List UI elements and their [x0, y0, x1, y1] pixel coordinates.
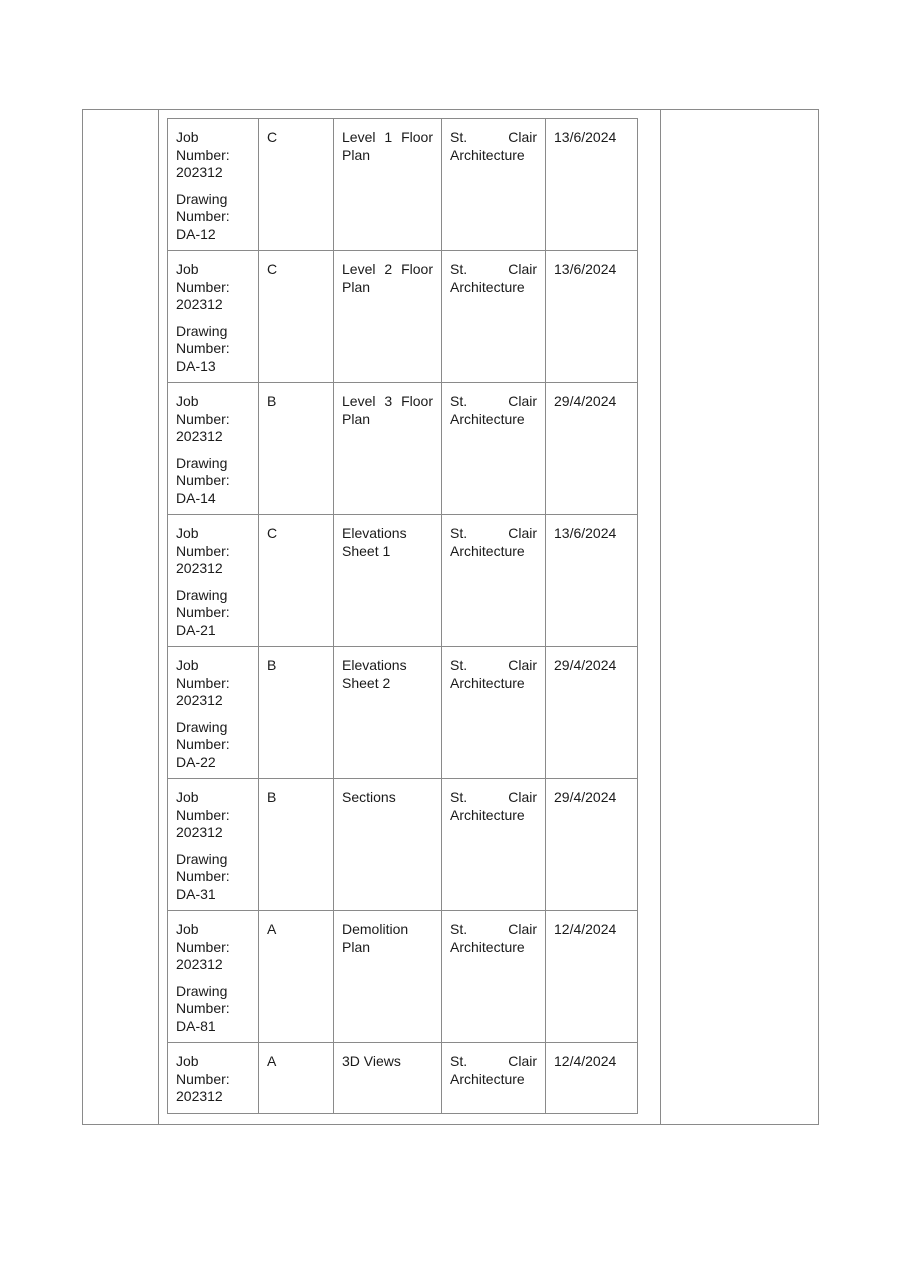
drawing-title: Elevations Sheet 2: [342, 657, 407, 691]
table-row: [168, 911, 638, 1043]
author-word-2: Clair: [508, 525, 537, 541]
revision-cell: [259, 251, 334, 383]
job-number-label: Job Number:: [176, 525, 230, 559]
table-row: [168, 251, 638, 383]
issue-date: 12/4/2024: [554, 921, 617, 937]
drawing-number-cell: [168, 515, 259, 647]
revision: C: [267, 129, 278, 145]
drawing-number-cell: [168, 251, 259, 383]
drawing-title: Demolition Plan: [342, 921, 409, 955]
revision: A: [267, 1053, 277, 1069]
drawing-number: DA-22: [176, 753, 216, 770]
drawing-number: DA-14: [176, 489, 216, 506]
drawing-number-label: Drawing Number:: [176, 982, 230, 1016]
revision-cell: [259, 779, 334, 911]
date-cell: [546, 911, 638, 1043]
drawing-number-label: Drawing Number:: [176, 190, 230, 224]
job-number: 202312: [176, 296, 223, 312]
author-word-1: St.: [450, 921, 468, 937]
author-word-3: Architecture: [450, 674, 525, 691]
revision: C: [267, 525, 278, 541]
author-word-1: St.: [450, 1053, 468, 1069]
issue-date: 13/6/2024: [554, 261, 617, 277]
table-row: [168, 779, 638, 911]
author-word-3: Architecture: [450, 278, 525, 295]
drawing-number-label: Drawing Number:: [176, 322, 230, 356]
drawing-number-cell: [168, 779, 259, 911]
author-cell: [442, 251, 546, 383]
table-row: [168, 383, 638, 515]
author-word-2: Clair: [508, 789, 537, 805]
job-number-label: Job Number:: [176, 261, 230, 295]
author-word-3: Architecture: [450, 938, 525, 955]
author-cell: [442, 911, 546, 1043]
drawing-number: DA-81: [176, 1017, 216, 1034]
author-word-1: St.: [450, 393, 468, 409]
revision: B: [267, 393, 277, 409]
job-number-label: Job Number:: [176, 789, 230, 823]
job-number: 202312: [176, 824, 223, 840]
job-number: 202312: [176, 164, 223, 180]
drawing-number: DA-31: [176, 885, 216, 902]
drawing-number-cell: [168, 383, 259, 515]
drawing-number-label: Drawing Number:: [176, 850, 230, 884]
drawing-number-cell: [168, 1043, 259, 1114]
drawing-title-cell: [334, 383, 442, 515]
author-word-2: Clair: [508, 393, 537, 409]
drawing-title: 3D Views: [342, 1053, 401, 1069]
date-cell: [546, 1043, 638, 1114]
issue-date: 29/4/2024: [554, 657, 617, 673]
drawing-title-cell: [334, 779, 442, 911]
drawing-title-cell: [334, 911, 442, 1043]
job-number: 202312: [176, 1088, 223, 1104]
drawing-title: Level 3 Floor Plan: [342, 393, 433, 427]
table-row: [168, 119, 638, 251]
drawing-number: DA-12: [176, 225, 216, 242]
revision-cell: [259, 911, 334, 1043]
date-cell: [546, 515, 638, 647]
job-number-label: Job Number:: [176, 129, 230, 163]
issue-date: 13/6/2024: [554, 129, 617, 145]
revision-cell: [259, 119, 334, 251]
author-word-2: Clair: [508, 1053, 537, 1069]
author-word-1: St.: [450, 129, 468, 145]
author-word-2: Clair: [508, 921, 537, 937]
revision: B: [267, 789, 277, 805]
outer-column-divider-left: [158, 109, 159, 1125]
issue-date: 13/6/2024: [554, 525, 617, 541]
author-word-3: Architecture: [450, 146, 525, 163]
author-word-1: St.: [450, 789, 468, 805]
job-number: 202312: [176, 428, 223, 444]
author-word-1: St.: [450, 657, 468, 673]
date-cell: [546, 251, 638, 383]
author-word-1: St.: [450, 261, 468, 277]
outer-column-divider-right: [660, 109, 661, 1125]
drawing-title: Level 2 Floor Plan: [342, 261, 433, 295]
drawing-number: DA-21: [176, 621, 216, 638]
drawing-title: Elevations Sheet 1: [342, 525, 407, 559]
table-row: [168, 515, 638, 647]
drawing-number-label: Drawing Number:: [176, 454, 230, 488]
revision-cell: [259, 383, 334, 515]
drawing-title-cell: [334, 119, 442, 251]
drawing-number: DA-13: [176, 357, 216, 374]
revision: C: [267, 261, 278, 277]
drawing-number-label: Drawing Number:: [176, 586, 230, 620]
author-word-2: Clair: [508, 129, 537, 145]
drawing-number-cell: [168, 119, 259, 251]
author-cell: [442, 1043, 546, 1114]
author-cell: [442, 779, 546, 911]
drawing-number-cell: [168, 911, 259, 1043]
job-number: 202312: [176, 560, 223, 576]
drawing-title-cell: [334, 515, 442, 647]
author-word-3: Architecture: [450, 806, 525, 823]
job-number-label: Job Number:: [176, 657, 230, 691]
author-word-3: Architecture: [450, 1070, 525, 1087]
drawing-title: Sections: [342, 789, 396, 805]
revision: A: [267, 921, 277, 937]
job-number: 202312: [176, 956, 223, 972]
drawing-title: Level 1 Floor Plan: [342, 129, 433, 163]
issue-date: 29/4/2024: [554, 393, 617, 409]
date-cell: [546, 119, 638, 251]
author-word-2: Clair: [508, 657, 537, 673]
date-cell: [546, 779, 638, 911]
date-cell: [546, 383, 638, 515]
author-cell: [442, 515, 546, 647]
author-cell: [442, 119, 546, 251]
author-word-2: Clair: [508, 261, 537, 277]
revision-cell: [259, 515, 334, 647]
drawing-title-cell: [334, 1043, 442, 1114]
job-number: 202312: [176, 692, 223, 708]
drawing-number-cell: [168, 647, 259, 779]
author-cell: [442, 383, 546, 515]
table-row: [168, 647, 638, 779]
job-number-label: Job Number:: [176, 921, 230, 955]
author-word-1: St.: [450, 525, 468, 541]
drawing-number-label: Drawing Number:: [176, 718, 230, 752]
revision-cell: [259, 1043, 334, 1114]
author-word-3: Architecture: [450, 542, 525, 559]
drawing-title-cell: [334, 251, 442, 383]
revision-cell: [259, 647, 334, 779]
job-number-label: Job Number:: [176, 393, 230, 427]
issue-date: 29/4/2024: [554, 789, 617, 805]
issue-date: 12/4/2024: [554, 1053, 617, 1069]
author-cell: [442, 647, 546, 779]
author-word-3: Architecture: [450, 410, 525, 427]
date-cell: [546, 647, 638, 779]
table-row: [168, 1043, 638, 1114]
job-number-label: Job Number:: [176, 1053, 230, 1087]
revision: B: [267, 657, 277, 673]
drawing-schedule-table: [167, 118, 638, 1114]
drawing-title-cell: [334, 647, 442, 779]
